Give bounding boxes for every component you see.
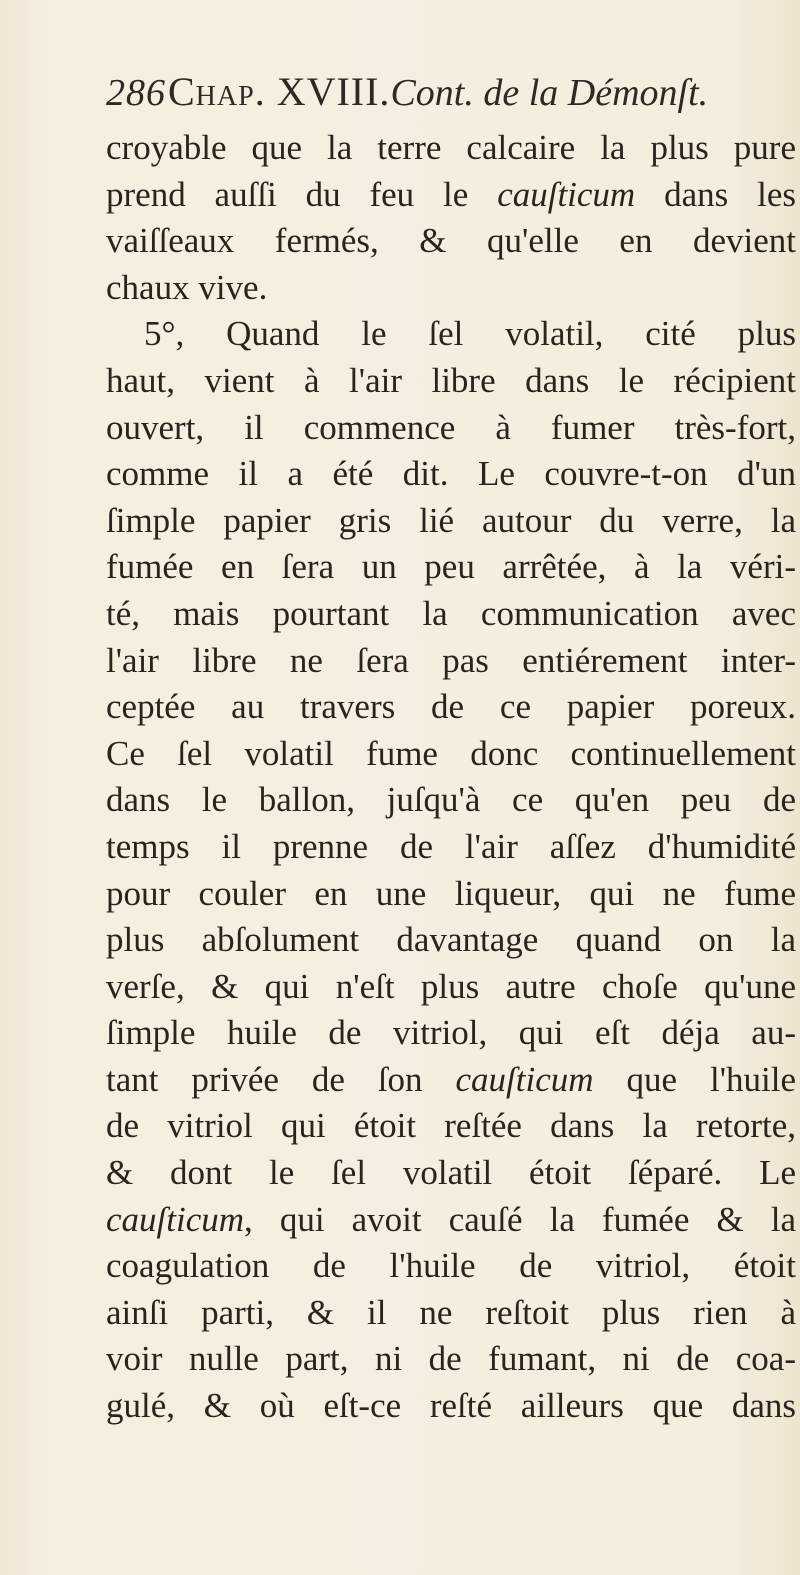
text-line — [106, 265, 796, 312]
text-line — [106, 125, 796, 172]
text-line — [106, 218, 796, 265]
text-line — [106, 638, 796, 685]
text-line — [106, 777, 796, 824]
text-line — [106, 1103, 796, 1150]
text-run: vaiſſeaux fermés, & qu'elle en devient — [106, 221, 796, 261]
text-run: dans les — [635, 174, 796, 214]
text-line — [106, 917, 796, 964]
text-line — [106, 1243, 796, 1290]
body-text — [106, 125, 796, 1430]
text-line — [106, 1057, 796, 1104]
text-run: ſimple huile de vitriol, qui eſt déja au- — [106, 1013, 796, 1053]
text-line — [106, 1336, 796, 1383]
text-run: ceptée au travers de ce papier poreux. — [106, 687, 796, 727]
text-run: ouvert, il commence à fumer très-fort, — [106, 407, 796, 447]
text-run: 5°, Quand le ſel volatil, cité plus — [144, 314, 796, 354]
text-line — [106, 405, 796, 452]
text-line — [106, 358, 796, 405]
text-run: l'air libre ne ſera pas entiérement inter- — [106, 640, 796, 680]
text-run: croyable que la terre calcaire la plus pure — [106, 128, 796, 167]
text-line — [106, 1010, 796, 1057]
text-run: pour couler en une liqueur, qui ne fume — [106, 873, 796, 913]
text-line — [106, 544, 796, 591]
chapter-continuation: Cont. de la Démonſt. — [390, 72, 709, 114]
text-line — [106, 871, 796, 918]
text-line — [106, 311, 796, 358]
text-line — [106, 1290, 796, 1337]
text-run: gulé, & où eſt-ce reſté ailleurs que dans — [106, 1386, 796, 1426]
text-run: , qui avoit cauſé la fumée & la — [244, 1199, 796, 1239]
italic-term: cauſticum — [497, 174, 636, 214]
italic-term: cauſticum — [106, 1199, 245, 1239]
text-run: que l'huile — [593, 1059, 796, 1099]
text-line — [106, 824, 796, 871]
text-run: chaux vive. — [106, 267, 268, 307]
text-line — [106, 684, 796, 731]
page-number: 286 — [106, 72, 166, 114]
text-run: temps il prenne de l'air aſſez d'humidité — [106, 826, 796, 866]
text-line — [106, 498, 796, 545]
text-run: Ce ſel volatil fume donc continuellement — [106, 733, 796, 773]
text-line — [106, 731, 796, 778]
text-line — [106, 1383, 796, 1430]
text-run: plus abſolument davantage quand on la — [106, 920, 796, 960]
text-run: voir nulle part, ni de fumant, ni de coa- — [106, 1339, 796, 1379]
text-run: ſimple papier gris lié autour du verre, la — [106, 500, 796, 540]
text-run: prend auſſi du feu le — [106, 174, 498, 214]
text-run: fumée en ſera un peu arrêtée, à la véri- — [106, 547, 796, 587]
text-run: & dont le ſel volatil étoit ſéparé. Le — [106, 1153, 796, 1193]
text-line — [106, 1197, 796, 1244]
text-run: comme il a été dit. Le couvre-t-on d'un — [106, 454, 796, 494]
text-line — [106, 172, 796, 219]
text-line — [106, 1150, 796, 1197]
text-run: té, mais pourtant la communication avec — [106, 593, 796, 633]
text-line — [106, 591, 796, 638]
text-run: tant privée de ſon — [106, 1059, 456, 1099]
text-run: de vitriol qui étoit reſtée dans la retorte, — [106, 1106, 796, 1146]
italic-term: cauſticum — [455, 1059, 594, 1099]
text-line — [106, 964, 796, 1011]
text-run: verſe, & qui n'eſt plus autre choſe qu'une — [106, 966, 796, 1006]
text-run: ainſi parti, & il ne reſtoit plus rien à — [106, 1292, 796, 1332]
text-run: dans le ballon, juſqu'à ce qu'en peu de — [106, 780, 796, 820]
text-run: coagulation de l'huile de vitriol, étoit — [106, 1246, 796, 1286]
text-line — [106, 451, 796, 498]
text-run: haut, vient à l'air libre dans le récipient — [106, 360, 796, 400]
running-head — [106, 62, 796, 122]
chapter-label: Chap. XVIII. — [168, 69, 391, 114]
